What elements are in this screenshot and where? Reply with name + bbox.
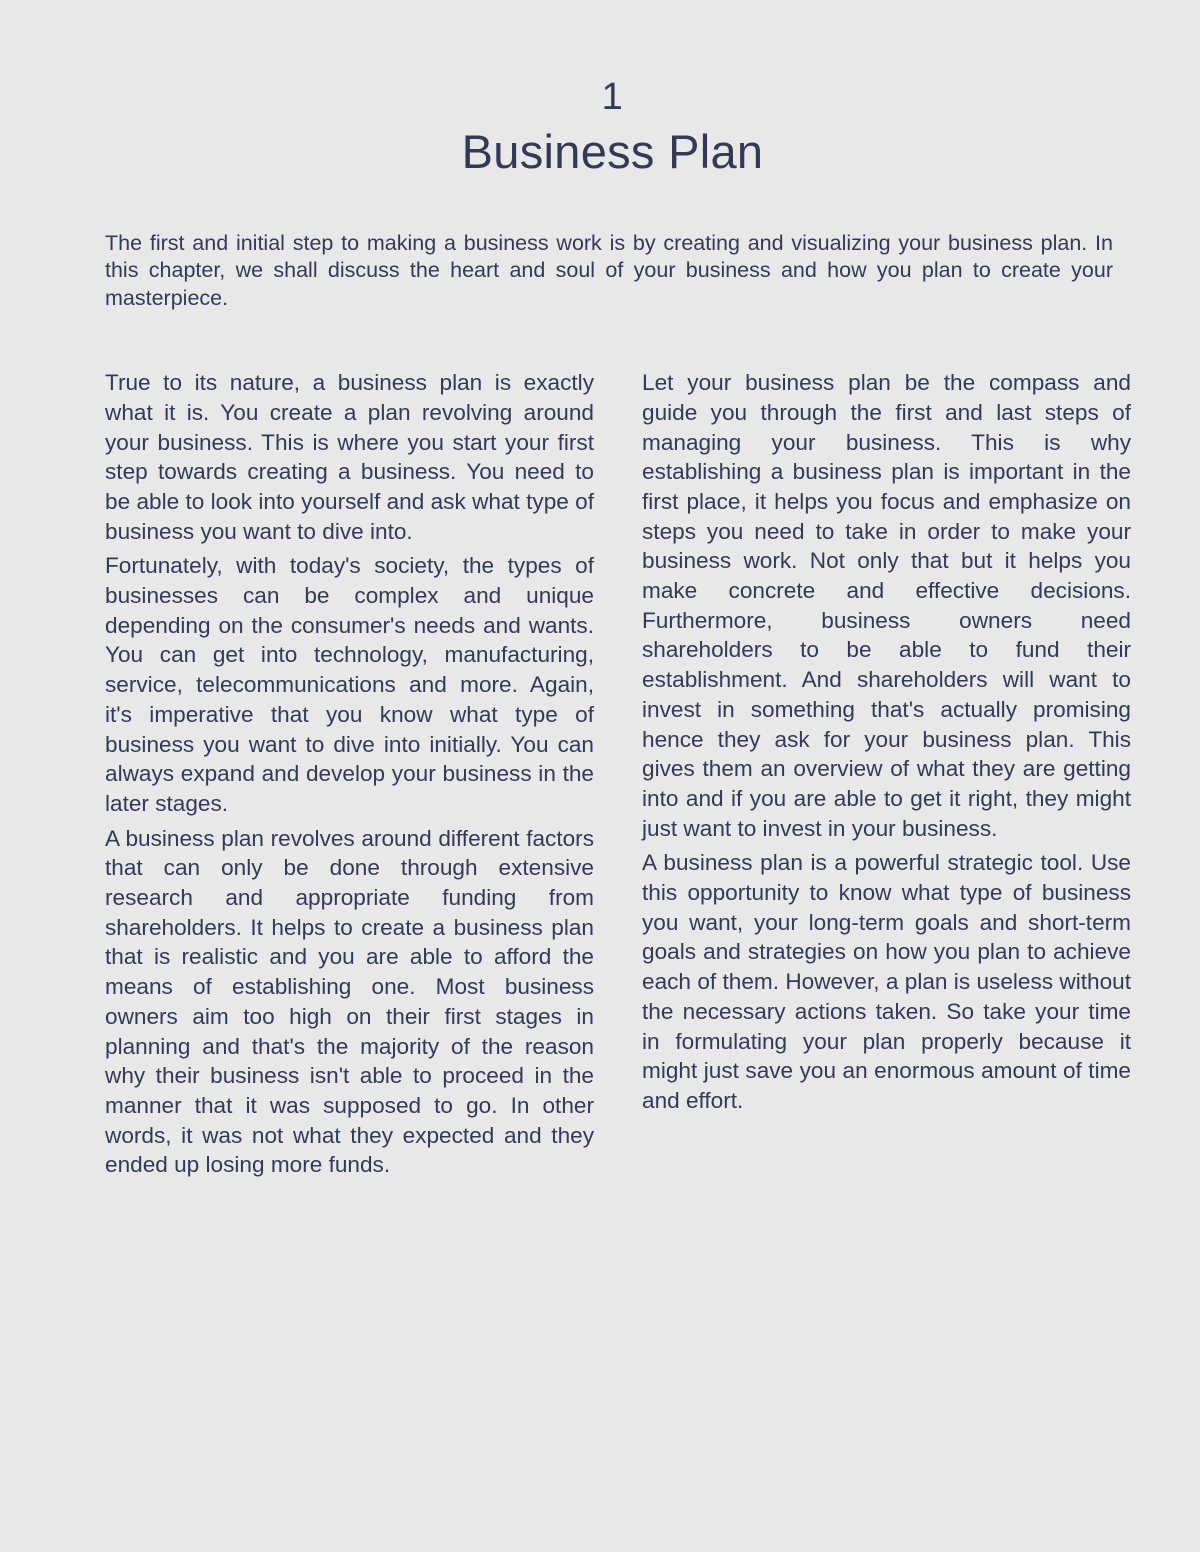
- page-title: Business Plan: [461, 124, 764, 178]
- body-paragraph: Fortunately, with today's society, the types of businesses can be complex and unique depending on the consumer's needs and wants. You can get into technology, manufacturing, service, telecommunications and more. Again, it's imperative that you know what type of business you want to dive into initially. You can always expand and develop your business in the later stages.: [105, 553, 594, 816]
- body-column-right: [642, 368, 1131, 1180]
- body-column-left: [105, 368, 594, 1180]
- chapter-number: 1: [601, 76, 624, 118]
- body-paragraph: A business plan revolves around different factors that can only be done through extensive research and appropriate funding from shareholders. It helps to create a business plan that is realistic and you are able to afford the means of establishing one. Most business owners aim too high on their first stages in planning and that's the majority of the reason why their business isn't able to proceed in the manner that it was supposed to go. In other words, it was not what they expected and they ended up losing more funds.: [105, 825, 594, 1178]
- body-paragraph: Let your business plan be the compass and guide you through the first and last steps of managing your business. This is why establishing a business plan is important in the first place, it helps you focus and emphasize on steps you need to take in order to make your business work. Not only that but it helps you make concrete and effective decisions. Furthermore, business owners need shareholders to be able to fund their establishment. And shareholders will want to invest in something that's actually promising hence they ask for your business plan. This gives them an overview of what they are getting into and if you are able to get it right, they might just want to invest in your business.: [642, 370, 1131, 841]
- two-column-body: [105, 368, 1131, 1180]
- chapter-intro-paragraph: The first and initial step to making a business work is by creating and visualizing your business plan. In this chapter, we shall discuss the heart and soul of your business and how you plan to create your masterpiece.: [105, 230, 1113, 310]
- body-paragraph: True to its nature, a business plan is exactly what it is. You create a plan revolving around your business. This is where you start your first step towards creating a business. You need to be able to look into yourself and ask what type of business you want to dive into.: [105, 370, 594, 544]
- body-paragraph: A business plan is a powerful strategic tool. Use this opportunity to know what type of business you want, your long-term goals and short-term goals and strategies on how you plan to achieve each of them. However, a plan is useless without the necessary actions taken. So take your time in formulating your plan properly because it might just save you an enormous amount of time and effort.: [642, 850, 1131, 1113]
